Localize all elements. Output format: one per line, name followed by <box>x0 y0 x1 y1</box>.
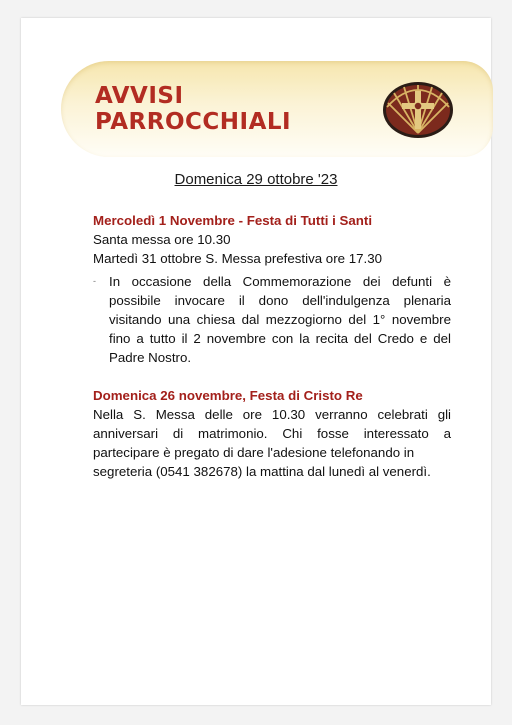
notice-all-saints <box>93 211 451 367</box>
header-banner <box>61 61 493 157</box>
prefestive-mass-line: Martedì 31 ottobre S. Messa prefestiva ore 17.30 <box>93 251 382 266</box>
anniversary-paragraph: Nella S. Messa delle ore 10.30 verranno celebrati gli anniversari di matrimonio. Chi fosse interessato a partecipare è pregato di dare l'adesione telefonando in <box>93 407 451 460</box>
notice-christ-the-king <box>93 386 451 481</box>
notices-body <box>93 211 451 481</box>
document-page <box>21 18 491 705</box>
mass-time-line: Santa messa ore 10.30 <box>93 232 231 247</box>
banner-title <box>95 83 291 135</box>
list-item <box>93 272 451 367</box>
date-heading: Domenica 29 ottobre '23 <box>174 171 338 188</box>
bullet-marker: - <box>93 276 96 286</box>
banner-title-line1: AVVISI <box>95 83 184 109</box>
notice-heading: Domenica 26 novembre, Festa di Cristo Re <box>93 388 363 403</box>
indulgence-paragraph: In occasione della Commemorazione dei defunti è possibile invocare il dono dell'indulgenza plenaria visitando una chiesa dal mezzogiorno del 1° novembre fino a tutto il 2 novembre con la recita del Credo e del Padre Nostro. <box>109 274 451 365</box>
scallop-shell-cross-icon <box>380 79 456 141</box>
notice-heading: Mercoledì 1 Novembre - Festa di Tutti i Santi <box>93 213 373 228</box>
contact-line: segreteria (0541 382678) la mattina dal lunedì al venerdì. <box>93 464 431 479</box>
banner-title-line2: PARROCCHIALI <box>95 109 292 135</box>
